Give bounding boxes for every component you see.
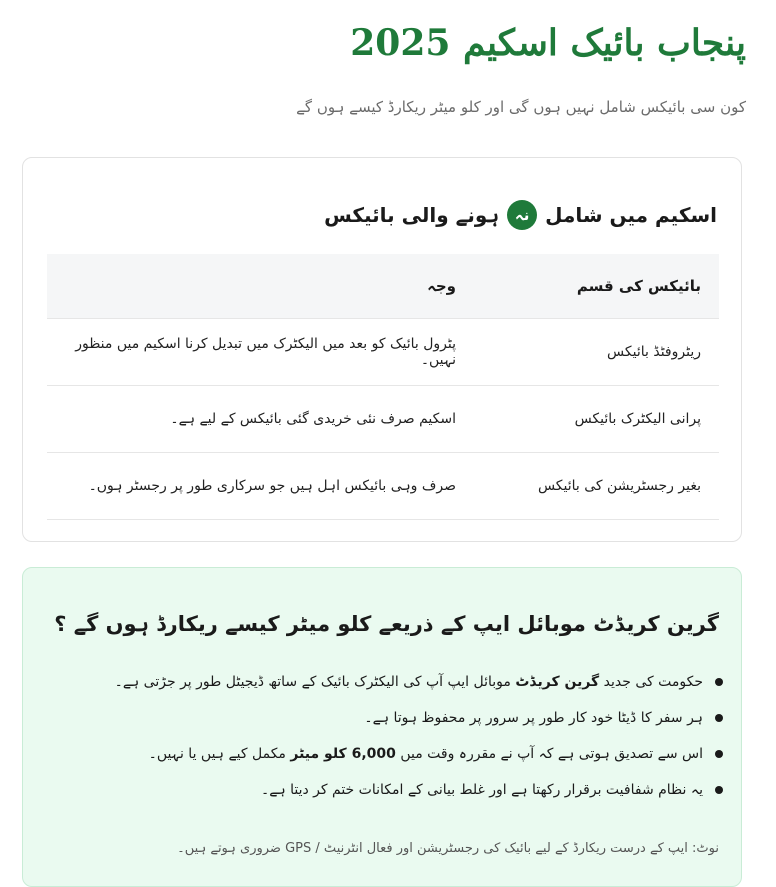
bullet-dot-icon bbox=[715, 750, 723, 758]
list-item bbox=[53, 772, 727, 808]
list-item bbox=[53, 700, 727, 736]
table-cell-type: ریٹروفٹڈ بائیکس bbox=[474, 318, 719, 385]
table-row bbox=[47, 452, 719, 519]
bullet-text-post: موبائل ایپ آپ کی الیکٹرک بائیک کے ساتھ ڈیجیٹل طور پر جڑتی ہے۔ bbox=[114, 674, 516, 690]
bullet-text-post: مکمل کیے ہیں یا نہیں۔ bbox=[148, 746, 291, 762]
table-row bbox=[47, 318, 719, 385]
bullet-text-pre: اس سے تصدیق ہوتی ہے کہ آپ نے مقررہ وقت میں bbox=[395, 746, 703, 762]
bullet-text-pre: ہر سفر کا ڈیٹا خود کار طور پر سرور پر محفوظ ہوتا ہے۔ bbox=[364, 710, 703, 726]
table-cell-type: بغیر رجسٹریشن کی بائیکس bbox=[474, 452, 719, 519]
heading-part-2: ہونے والی بائیکس bbox=[324, 203, 500, 227]
green-credit-heading: گرین کریڈٹ موبائل ایپ کے ذریعے کلو میٹر کیسے ریکارڈ ہوں گے ؟ bbox=[54, 612, 719, 636]
bullet-list bbox=[53, 664, 727, 808]
bullet-text-bold: گرین کریڈٹ bbox=[515, 674, 600, 690]
table-cell-reason: اسکیم صرف نئی خریدی گئی بائیکس کے لیے ہے۔ bbox=[47, 385, 474, 452]
footnote: نوٹ: ایپ کے درست ریکارڈ کے لیے بائیک کی رجسٹریشن اور فعال انٹرنیٹ / GPS ضروری ہوتے ہیں۔ bbox=[177, 841, 719, 856]
heading-part-1: اسکیم میں شامل bbox=[545, 203, 717, 227]
bullet-text-bold: 6,000 کلو میٹر bbox=[290, 746, 396, 762]
page-subtitle: کون سی بائیکس شامل نہیں ہوں گی اور کلو میٹر ریکارڈ کیسے ہوں گے bbox=[296, 98, 746, 116]
bullet-text-pre: یہ نظام شفافیت برقرار رکھتا ہے اور غلط بیانی کے امکانات ختم کر دیتا ہے۔ bbox=[261, 782, 703, 798]
exclusion-card bbox=[22, 157, 742, 542]
list-item bbox=[53, 736, 727, 772]
table-row bbox=[47, 385, 719, 452]
bullet-dot-icon bbox=[715, 678, 723, 686]
table-header-row bbox=[47, 254, 719, 318]
na-badge: نہ bbox=[507, 200, 537, 230]
exclusion-card-heading bbox=[47, 200, 717, 230]
bullet-dot-icon bbox=[715, 786, 723, 794]
table-cell-reason: پٹرول بائیک کو بعد میں الیکٹرک میں تبدیل کرنا اسکیم میں منظور نہیں۔ bbox=[47, 318, 474, 385]
bullet-dot-icon bbox=[715, 714, 723, 722]
column-header-reason: وجہ bbox=[47, 254, 474, 318]
bullet-text-pre: حکومت کی جدید bbox=[599, 674, 703, 690]
list-item bbox=[53, 664, 727, 700]
green-credit-card bbox=[22, 567, 742, 887]
column-header-type: بائیکس کی قسم bbox=[474, 254, 719, 318]
page-title: پنجاب بائیک اسکیم 2025 bbox=[350, 22, 746, 64]
exclusion-table bbox=[47, 254, 719, 520]
table-cell-reason: صرف وہی بائیکس اہل ہیں جو سرکاری طور پر رجسٹر ہوں۔ bbox=[47, 452, 474, 519]
table-cell-type: پرانی الیکٹرک بائیکس bbox=[474, 385, 719, 452]
